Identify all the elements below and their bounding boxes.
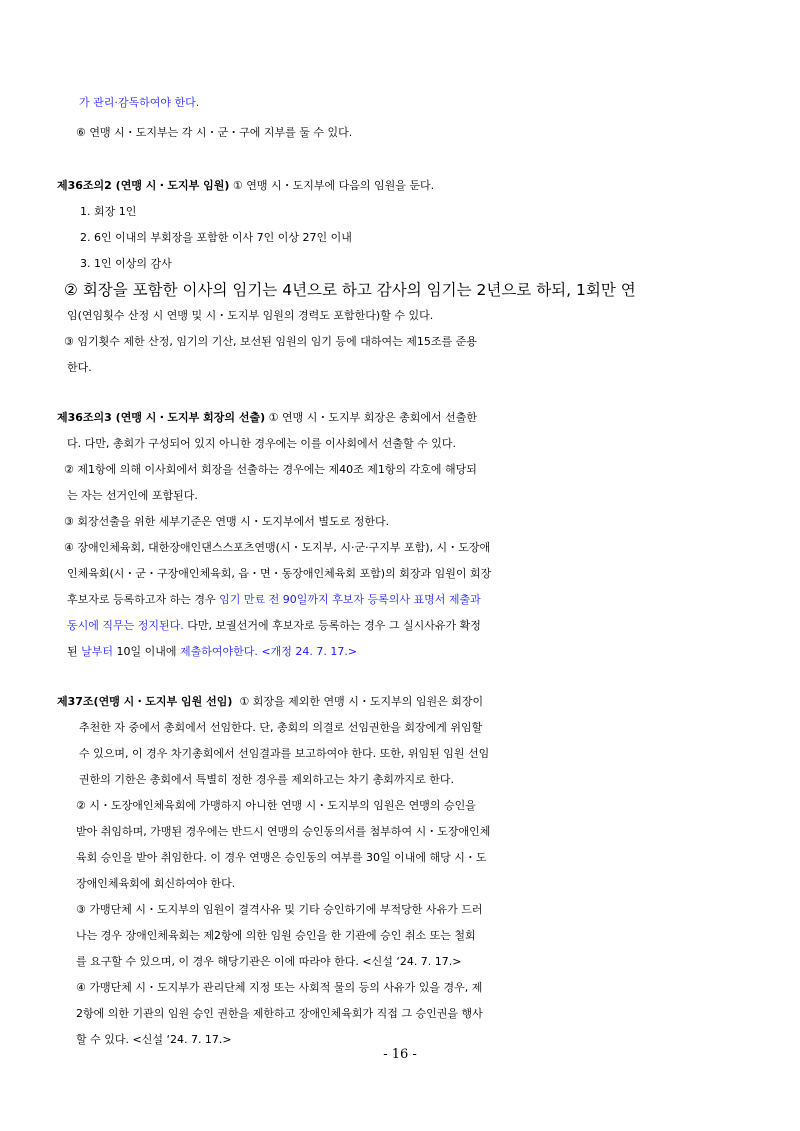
article-36-2-heading-line [0, 173, 800, 199]
clause-text: 10일 이내에 [113, 645, 181, 658]
text-line [0, 793, 800, 819]
clause-text: 다. 다만, 총회가 구성되어 있지 아니한 경우에는 이를 이사회에서 선출할 수 있다. [67, 437, 456, 450]
article-text: ① 연맹 시・도지부 회장은 총회에서 선출한 [265, 411, 477, 424]
article-36-3-heading-line [0, 405, 800, 431]
clause-4: ④ 장애인체육회, 대한장애인댄스스포츠연맹(시・도지부, 시·군·구지부 포함), 시・도장애 [64, 541, 491, 554]
clause-4: ④ 가맹단체 시・도지부가 관리단체 지정 또는 사회적 물의 등의 사유가 있을 경우, 제 [76, 981, 483, 994]
text-line [0, 923, 800, 949]
text-line [0, 1001, 800, 1027]
text-line [0, 819, 800, 845]
clause-3: ③ 회장선출을 위한 세부기준은 연맹 시・도지부에서 별도로 정한다. [64, 515, 390, 528]
revised-text: 임기 만료 전 90일까지 후보자 등록의사 표명서 제출과 [219, 593, 481, 606]
text-line [0, 871, 800, 897]
list-item [0, 225, 800, 251]
text-line [0, 587, 800, 613]
clause-text: 권한의 기한은 총회에서 특별히 정한 경우를 제외하고는 차기 총회까지로 한다. [79, 773, 454, 786]
clause-2: ② 회장을 포함한 이사의 임기는 4년으로 하고 감사의 임기는 2년으로 하되, 1회만 연 [64, 281, 636, 299]
text-line [0, 949, 800, 975]
text-line [0, 90, 800, 116]
article-text: ① 회장을 제외한 연맹 시・도지부의 임원은 회장이 [232, 695, 484, 708]
clause-text: 추천한 자 중에서 총회에서 선임한다. 단, 총회의 의결로 선임권한을 회장에게 위임할 [79, 721, 483, 734]
clause-text: 한다. [67, 361, 92, 374]
clause-text: 를 요구할 수 있으며, 이 경우 해당기관은 이에 따라야 한다. <신설 ‘24. 7. 17.> [76, 955, 462, 968]
clause-text: 임(연임횟수 산정 시 연맹 및 시・도지부 임원의 경력도 포함한다)할 수 있다. [67, 309, 434, 322]
text-line [0, 613, 800, 639]
clause-text: 2항에 의한 기관의 임원 승인 권한을 제한하고 장애인체육회가 직접 그 승인권을 행사 [76, 1007, 483, 1020]
text-line [0, 355, 800, 381]
list-item [0, 199, 800, 225]
clause-text: 나는 경우 장애인체육회는 제2항에 의한 임원 승인을 한 기관에 승인 취소 또는 철회 [76, 929, 476, 942]
text-line [0, 329, 800, 355]
clause-text: 후보자로 등록하고자 하는 경우 [67, 593, 220, 606]
text-line [0, 120, 800, 146]
text-line [0, 561, 800, 587]
text-line [0, 431, 800, 457]
page-number: - 16 - [383, 1047, 417, 1062]
revised-text: 가 관리·감독하여야 한다. [79, 96, 200, 109]
clause-6: ⑥ 연맹 시・도지부는 각 시・군・구에 지부를 둘 수 있다. [76, 126, 353, 139]
clause-text: 수 있으며, 이 경우 차기총회에서 선임결과를 보고하여야 한다. 또한, 위임된 임원 선임 [79, 747, 490, 760]
clause-text: 인체육회(시・군・구장애인체육회, 읍・면・동장애인체육회 포함)의 회장과 임원이 회장 [67, 567, 492, 580]
clause-text: 된 [67, 645, 82, 658]
clause-text: 장애인체육회에 회신하여야 한다. [76, 877, 236, 890]
text-line [0, 767, 800, 793]
text-line [0, 483, 800, 509]
clause-text: 다만, 보궐선거에 후보자로 등록하는 경우 그 실시사유가 확정 [183, 619, 481, 632]
clause-text: 육회 승인을 받아 취임한다. 이 경우 연맹은 승인동의 여부를 30일 이내에 해당 시・도 [76, 851, 487, 864]
clause-3: ③ 임기횟수 제한 산정, 임기의 기산, 보선된 임원의 임기 등에 대하여는 제15조를 준용 [64, 335, 477, 348]
article-text: ① 연맹 시・도지부에 다음의 임원을 둔다. [229, 179, 435, 192]
revision-note: 제출하여야한다. <개정 24. 7. 17.> [180, 645, 358, 658]
article-37-heading-line [0, 689, 800, 715]
text-line [0, 509, 800, 535]
clause-text: 는 자는 선거인에 포함된다. [67, 489, 198, 502]
list-item [0, 251, 800, 277]
revised-text: 날부터 [81, 645, 114, 658]
article-heading: 제36조의3 (연맹 시・도지부 회장의 선출) [57, 411, 266, 424]
text-line [0, 457, 800, 483]
article-heading: 제36조의2 (연맹 시・도지부 임원) [57, 179, 230, 192]
clause-text: 할 수 있다. <신설 ‘24. 7. 17.> [76, 1033, 232, 1046]
text-line [0, 845, 800, 871]
revised-text: 동시에 직무는 정지된다. [67, 619, 184, 632]
article-heading: 제37조(연맹 시・도지부 임원 선임) [57, 695, 233, 708]
clause-2: ② 제1항에 의해 이사회에서 회장을 선출하는 경우에는 제40조 제1항의 각호에 해당되 [64, 463, 477, 476]
list-item-text: 3. 1인 이상의 감사 [80, 257, 172, 270]
text-line [0, 277, 724, 303]
text-line [0, 535, 800, 561]
text-line [0, 303, 800, 329]
text-line [0, 639, 800, 665]
clause-text: 받아 취임하며, 가맹된 경우에는 반드시 연맹의 승인동의서를 첨부하여 시・도장애인체 [76, 825, 491, 838]
clause-3: ③ 가맹단체 시・도지부의 임원이 결격사유 및 기타 승인하기에 부적당한 사유가 드러 [76, 903, 483, 916]
text-line [0, 715, 800, 741]
clause-2: ② 시・도장애인체육회에 가맹하지 아니한 연맹 시・도지부의 임원은 연맹의 승인을 [76, 799, 476, 812]
text-line [0, 741, 800, 767]
list-item-text: 2. 6인 이내의 부회장을 포함한 이사 7인 이상 27인 이내 [80, 231, 352, 244]
list-item-text: 1. 회장 1인 [80, 205, 137, 218]
text-line [0, 897, 800, 923]
text-line [0, 975, 800, 1001]
